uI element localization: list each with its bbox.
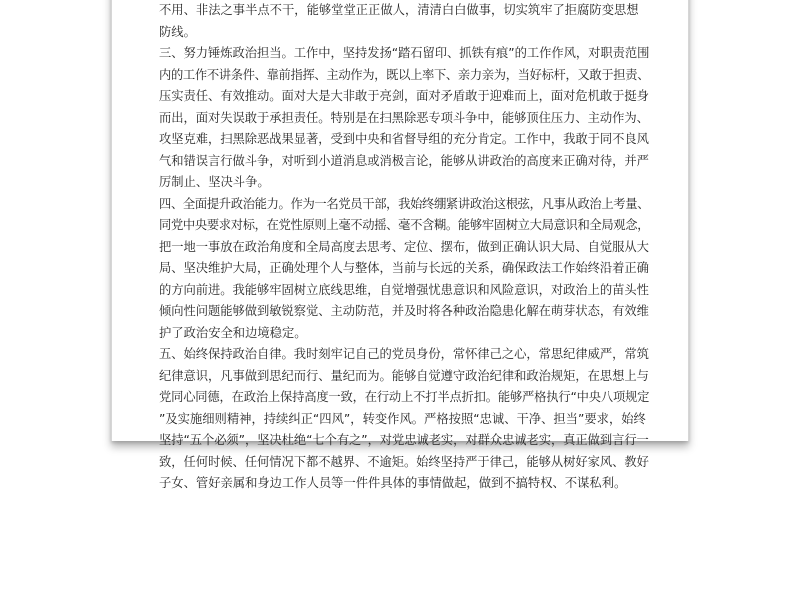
text-line: 同党中央要求对标，在党性原则上毫不动摇、毫不含糊。能够牢固树立大局意识和全局观念， bbox=[159, 218, 650, 232]
text-line: 把一地一事放在政治角度和全局高度去思考、定位、摆布，做到正确认识大局、自觉服从大 bbox=[159, 239, 649, 254]
section-4-first-line: 四、全面提升政治能力。作为一名党员干部，我始终绷紧讲政治这根弦，凡事从政治上考量、 bbox=[159, 196, 650, 211]
text-line: 倾向性问题能够做到敏锐察觉、主动防范，并及时将各种政治隐患化解在萌芽状态，有效维 bbox=[159, 304, 649, 318]
text-line: 厉制止、坚决斗争。 bbox=[159, 175, 270, 189]
text-line: 子女、管好亲属和身边工作人员等一件件具体的事情做起，做到不搞特权、不谋私利。 bbox=[159, 476, 627, 490]
text-line: 护了政治安全和边境稳定。 bbox=[159, 325, 307, 340]
text-line: 压实责任、有效推动。面对大是大非敢于亮剑，面对矛盾敢于迎难而上，面对危机敢于挺身 bbox=[159, 89, 649, 103]
section-3-first-line: 三、努力锤炼政治担当。工作中，坚持发扬“踏石留印、抓铁有痕”的工作作风，对职责范围 bbox=[159, 46, 650, 60]
text-line: 防线。 bbox=[159, 24, 196, 39]
text-line: 而出，面对失误敢于承担责任。特别是在扫黑除恶专项斗争中，能够顶住压力、主动作为、 bbox=[159, 110, 649, 125]
document-body bbox=[159, 0, 649, 495]
text-line: 坚持“五个必须”，坚决杜绝“七个有之”，对党忠诚老实，对群众忠诚老实，真正做到言行一 bbox=[159, 433, 649, 447]
text-line: 攻坚克难，扫黑除恶战果显著，受到中央和省督导组的充分肯定。工作中，我敢于同不良风 bbox=[159, 132, 649, 146]
section-5-first-line: 五、始终保持政治自律。我时刻牢记自己的党员身份，常怀律己之心，常思纪律威严，常筑 bbox=[159, 347, 649, 361]
text-line: 党同心同德，在政治上保持高度一致，在行动上不打半点折扣。能够严格执行“中央八项规定 bbox=[159, 390, 650, 404]
text-line: 不用、非法之事半点不干，能够堂堂正正做人，清清白白做事，切实筑牢了拒腐防变思想 bbox=[159, 3, 639, 17]
text-line: 的方向前进。我能够牢固树立底线思维，自觉增强忧患意识和风险意识，对政治上的苗头性 bbox=[159, 282, 649, 297]
text-line: 气和错误言行做斗争，对听到小道消息或消极言论，能够从讲政治的高度来正确对待，并严 bbox=[159, 153, 649, 168]
document-page bbox=[111, 0, 689, 490]
text-line: 致，任何时候、任何情况下都不越界、不逾矩。始终坚持严于律己，能够从树好家风、教好 bbox=[159, 454, 649, 469]
text-line: ”及实施细则精神，持续纠正“四风”，转变作风。严格按照“忠诚、干净、担当”要求，始终 bbox=[159, 411, 646, 426]
text-line: 纪律意识，凡事做到思纪而行、量纪而为。能够自觉遵守政治纪律和政治规矩，在思想上与 bbox=[159, 368, 649, 383]
text-line: 内的工作不讲条件、靠前指挥、主动作为，既以上率下、亲力亲为，当好标杆，又敢于担责、 bbox=[159, 67, 650, 82]
text-line: 局、坚决维护大局，正确处理个人与整体，当前与长远的关系，确保政法工作始终沿着正确 bbox=[159, 261, 649, 275]
